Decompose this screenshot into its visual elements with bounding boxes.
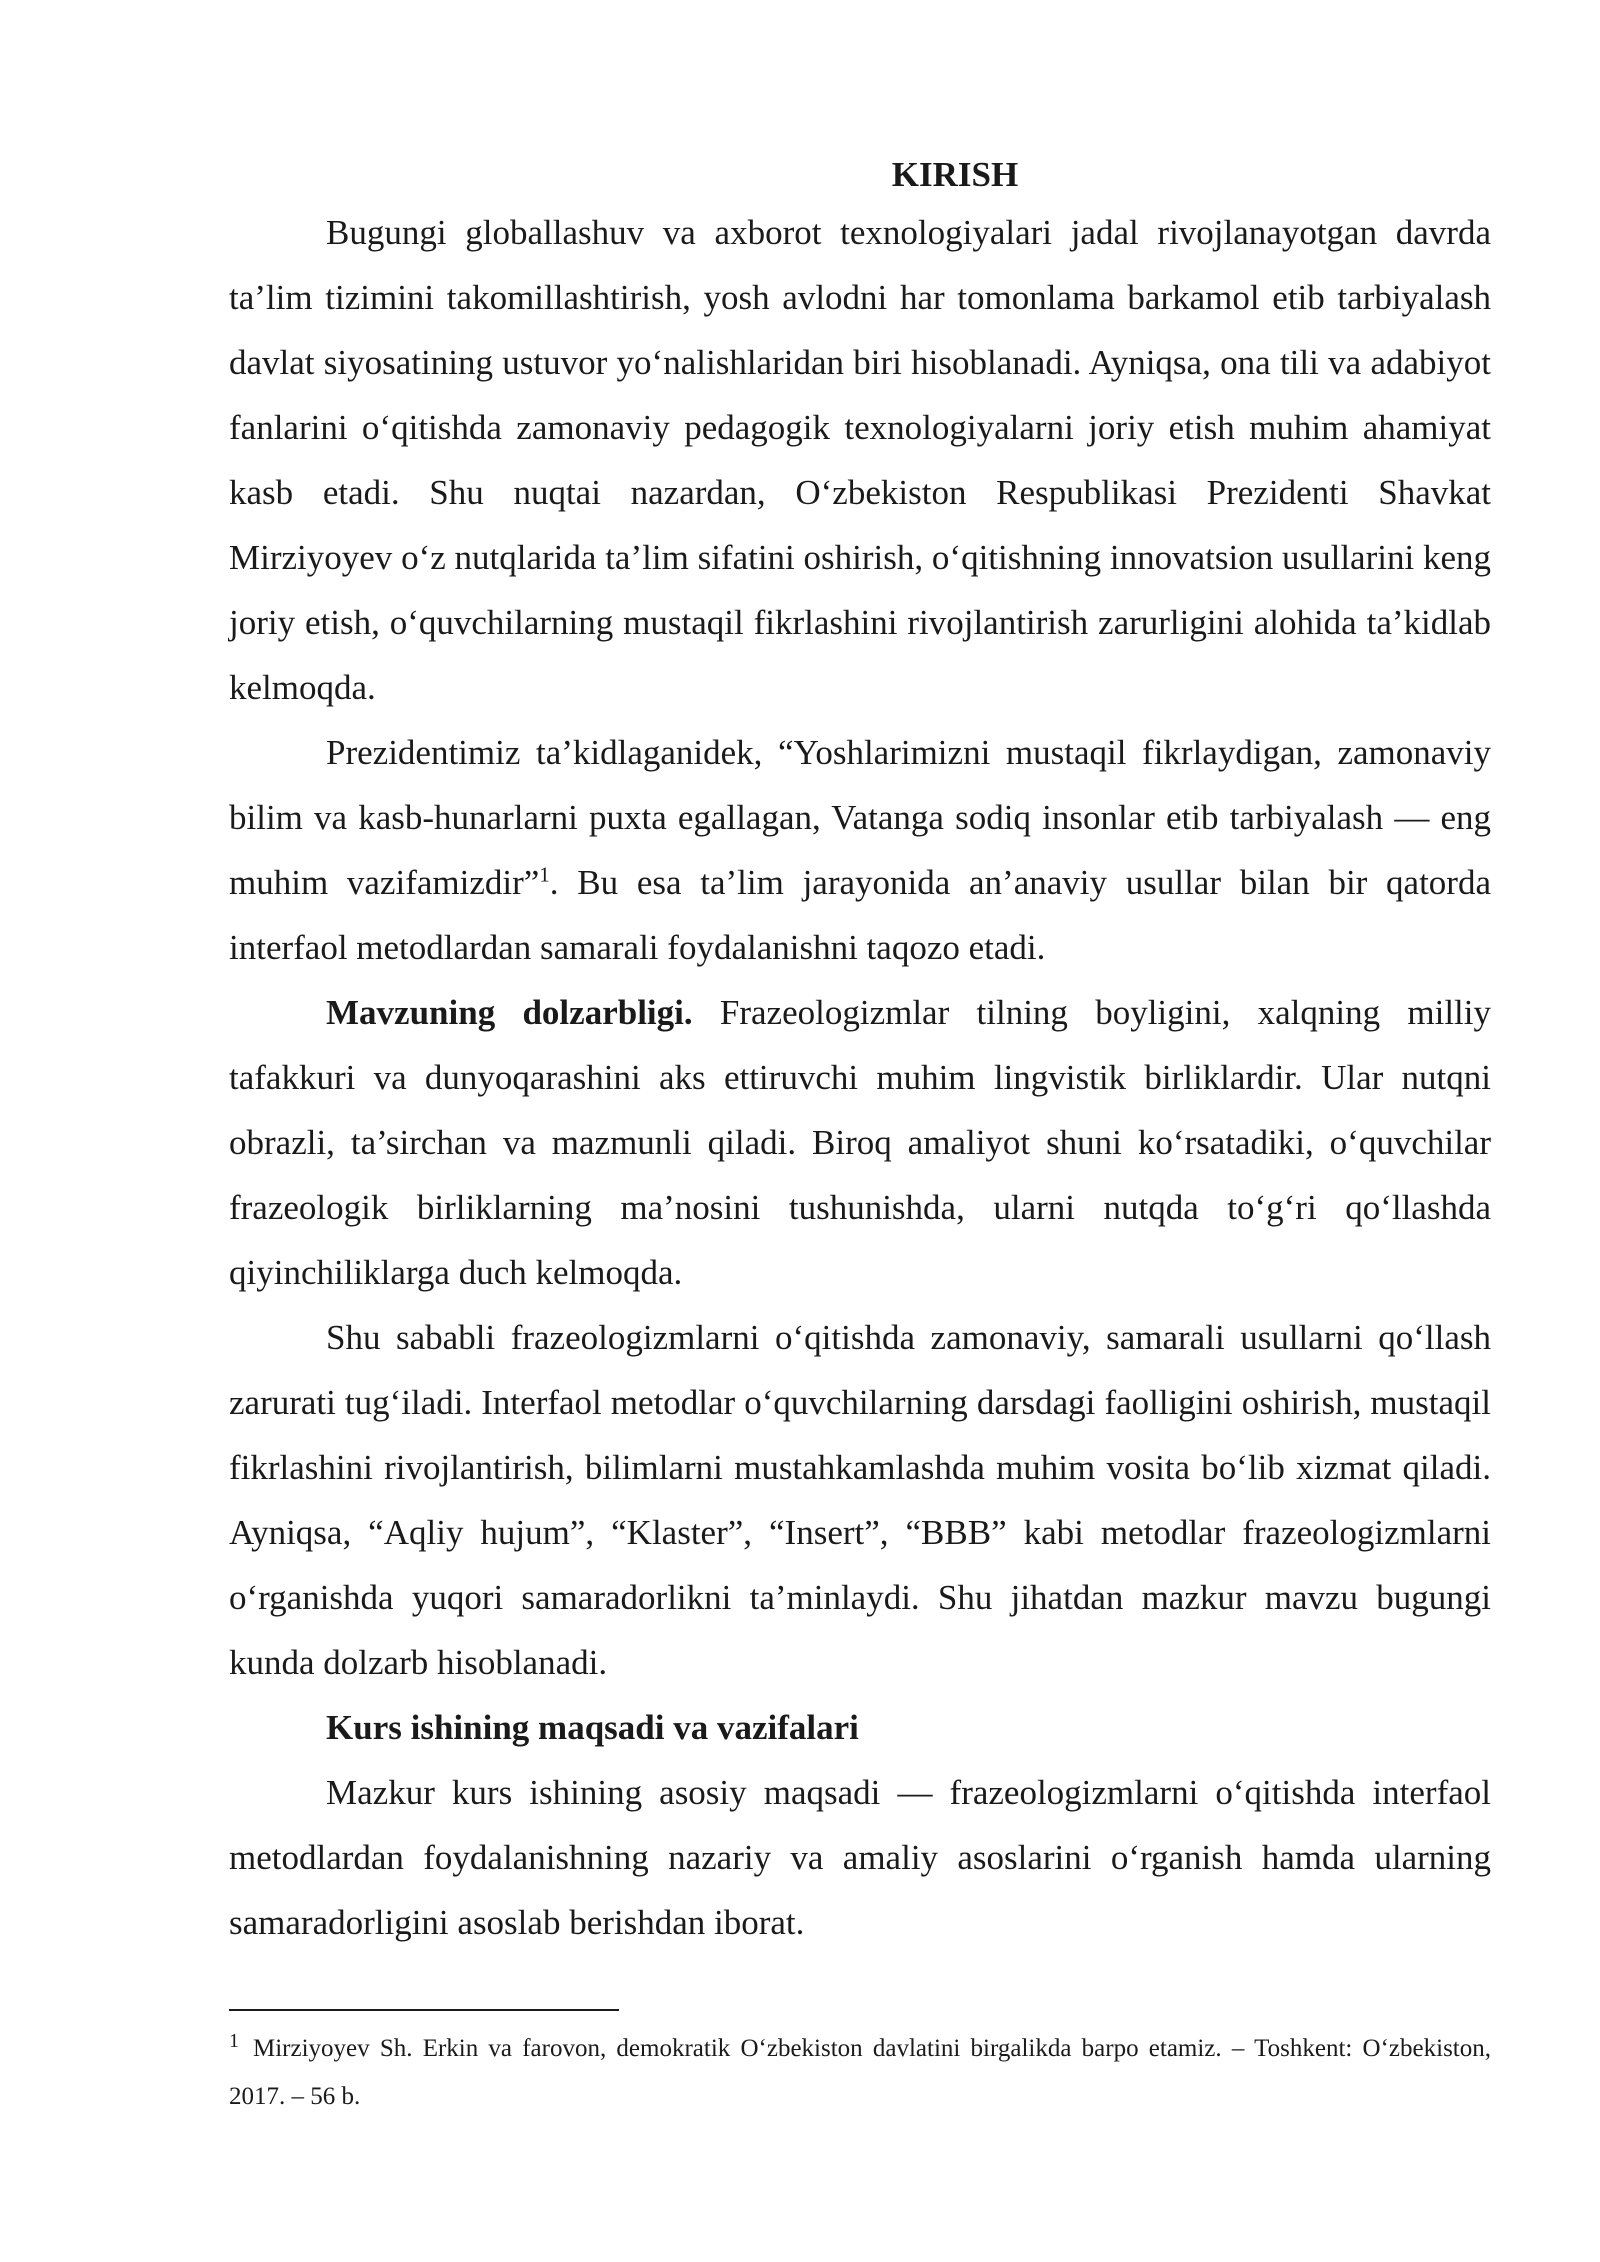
footnote-text: Mirziyoyev Sh. Erkin va farovon, demokratik O‘zbekiston davlatini birgalikda barpo etamiz. – Toshkent: O‘zbekiston, 2017. – 56 b. (229, 2035, 1491, 2110)
page-title: KIRISH (891, 155, 1019, 194)
paragraph-quote-text: Prezidentimiz ta’kidlaganidek, “Yoshlarimizni mustaqil fikrlaydigan, zamonaviy bilim va kasb-hunarlarni puxta egallagan, Vatanga sodiq insonlar etib tarbiyalash — eng muhim vazifamizdir” (229, 733, 1491, 902)
paragraph-goal: Mazkur kurs ishining asosiy maqsadi — frazeologizmlarni o‘qitishda interfaol metodlardan foydalanishning nazariy va amaliy asoslarini o‘rganish hamda ularning samaradorligini asoslab berishdan iborat. (229, 1773, 1491, 1942)
footnote-reference[interactable]: 1 (539, 862, 550, 887)
footnote-mark: 1 (229, 2030, 239, 2052)
section-heading-goals: Kurs ishining maqsadi va vazifalari (326, 1708, 859, 1747)
footnote-separator (229, 2009, 619, 2011)
paragraph-methods: Shu sababli frazeologizmlarni o‘qitishda zamonaviy, samarali usullarni qo‘llash zarurati tug‘iladi. Interfaol metodlar o‘quvchilarning darsdagi faolligini oshirish, mustaqil fikrlashini rivojlantirish, bilimlarni mustahkamlashda muhim vosita bo‘lib xizmat qiladi. Ayniqsa, “Aqliy hujum”, “Klaster”, “Insert”, “BBB” kabi metodlar frazeologizmlarni o‘rganishda yuqori samaradorlikni ta’minlaydi. Shu jihatdan mazkur mavzu bugungi kunda dolzarb hisoblanadi. (229, 1318, 1491, 1682)
paragraph-relevance (229, 980, 1491, 1305)
relevance-text: Frazeologizmlar tilning boyligini, xalqning milliy tafakkuri va dunyoqarashini aks ettiruvchi muhim lingvistik birliklardir. Ular nutqni obrazli, ta’sirchan va mazmunli qiladi. Biroq amaliyot shuni ko‘rsatadiki, o‘quvchilar frazeologik birliklarning ma’nosini tushunishda, ularni nutqda to‘g‘ri qo‘llashda qiyinchiliklarga duch kelmoqda. (229, 993, 1491, 1292)
document-body (229, 150, 1491, 1955)
paragraph-president-quote (229, 720, 1491, 980)
footnote (229, 2025, 1491, 2121)
paragraph-quote-continuation: . Bu esa ta’lim jarayonida an’anaviy usullar bilan bir qatorda interfaol metodlardan samarali foydalanishni taqozo etadi. (229, 863, 1491, 967)
paragraph-intro: Bugungi globallashuv va axborot texnologiyalari jadal rivojlanayotgan davrda ta’lim tizimini takomillashtirish, yosh avlodni har tomonlama barkamol etib tarbiyalash davlat siyosatining ustuvor yo‘nalishlaridan biri hisoblanadi. Ayniqsa, ona tili va adabiyot fanlarini o‘qitishda zamonaviy pedagogik texnologiyalarni joriy etish muhim ahamiyat kasb etadi. Shu nuqtai nazardan, O‘zbekiston Respublikasi Prezidenti Shavkat Mirziyoyev o‘z nutqlarida ta’lim sifatini oshirish, o‘qitishning innovatsion usullarini keng joriy etish, o‘quvchilarning mustaqil fikrlashini rivojlantirish zarurligini alohida ta’kidlab kelmoqda. (229, 213, 1491, 707)
relevance-heading: Mavzuning dolzarbligi. (326, 993, 693, 1032)
